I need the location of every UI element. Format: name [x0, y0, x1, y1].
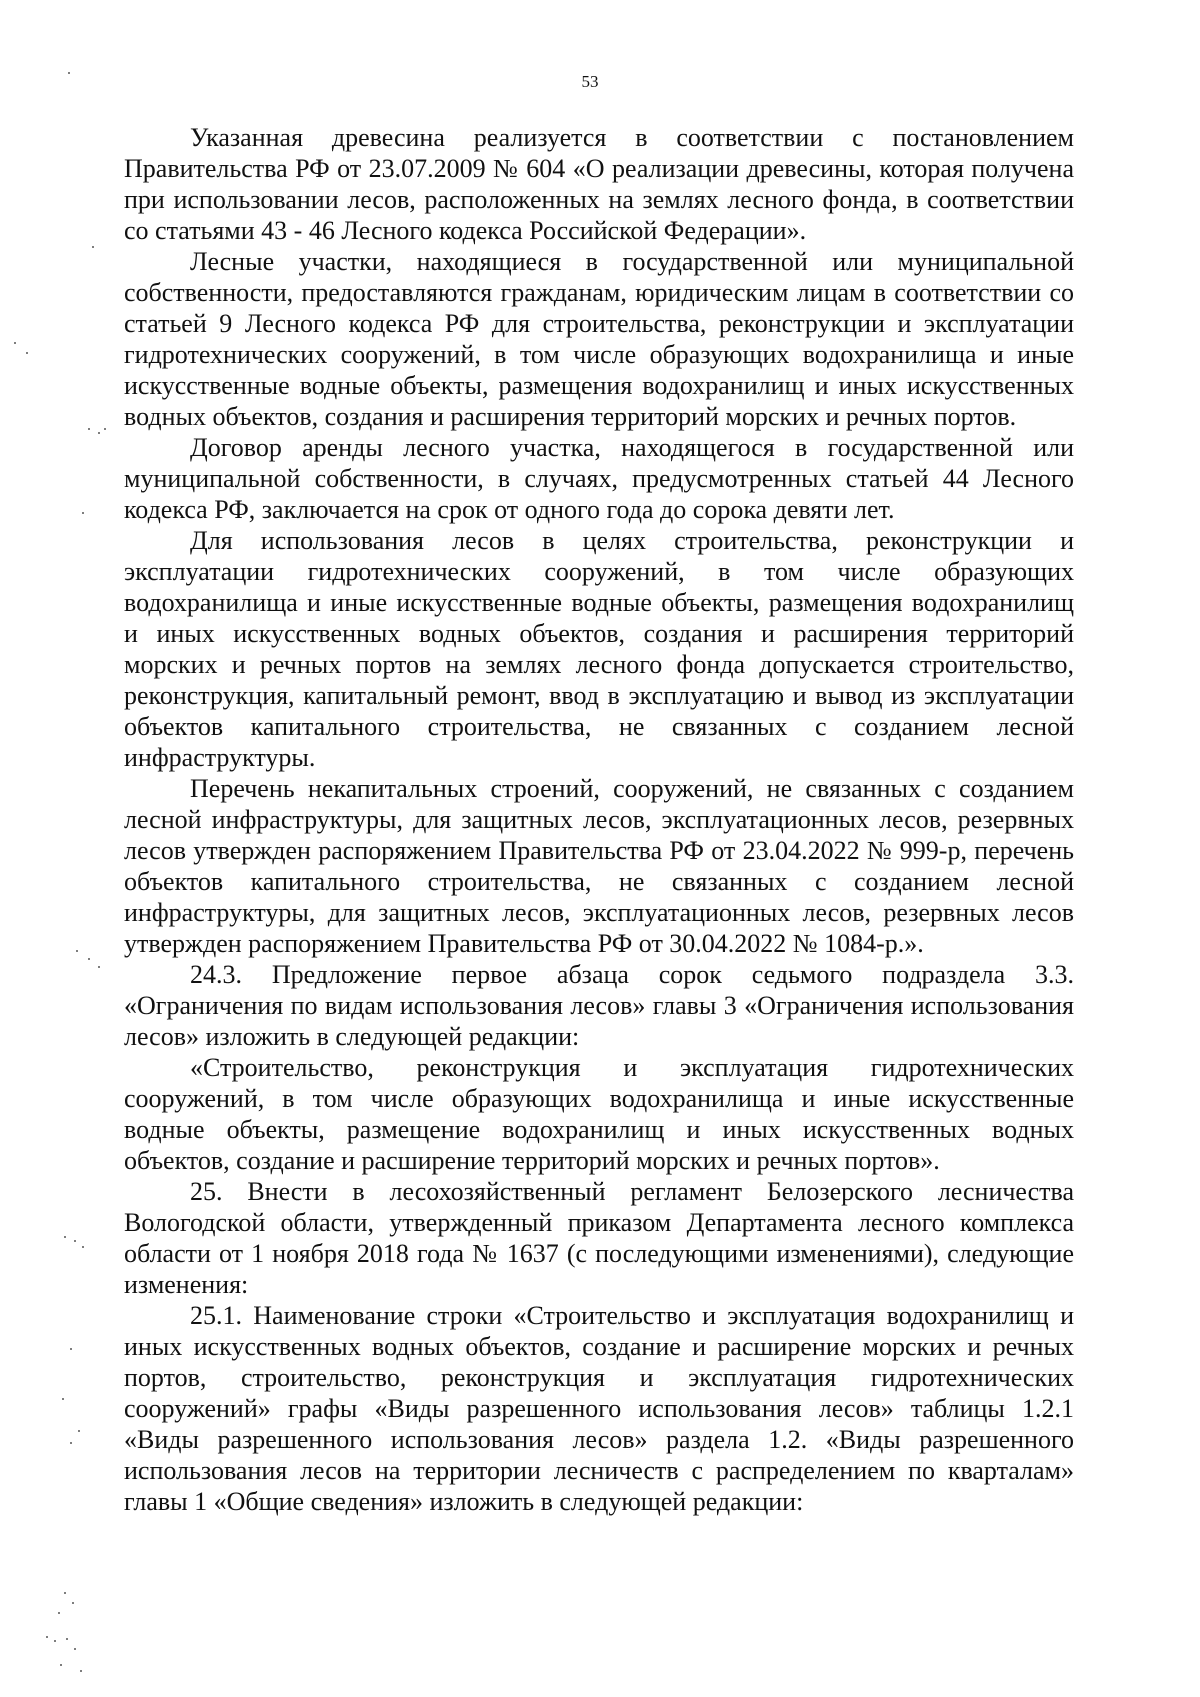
text-line: использования лесов на территории лесничеств с распределением по кварталам»	[124, 1456, 1074, 1485]
text-line: Правительства РФ от 23.07.2009 № 604 «О реализации древесины, которая получена	[124, 154, 1074, 183]
text-line: области от 1 ноября 2018 года № 1637 (с последующими изменениями), следующие	[124, 1239, 1074, 1268]
text-line: иных искусственных водных объектов, создание и расширение морских и речных	[124, 1332, 1074, 1361]
text-line: сооружений» графы «Виды разрешенного использования лесов» таблицы 1.2.1	[124, 1394, 1074, 1423]
text-line: Указанная древесина реализуется в соответствии с постановлением	[190, 123, 1074, 152]
text-line: инфраструктуры.	[124, 743, 316, 772]
scan-artifacts	[0, 0, 120, 1697]
text-line: Вологодской области, утвержденный приказом Департамента лесного комплекса	[124, 1208, 1074, 1237]
text-line: портов, строительство, реконструкция и эксплуатация гидротехнических	[124, 1363, 1074, 1392]
text-line: 25.1. Наименование строки «Строительство и эксплуатация водохранилищ и	[190, 1301, 1074, 1330]
text-line: изменения:	[124, 1270, 249, 1299]
text-line: со статьями 43 - 46 Лесного кодекса Российской Федерации».	[124, 216, 807, 245]
text-line: при использовании лесов, расположенных на землях лесного фонда, в соответствии	[124, 185, 1074, 214]
text-line: объектов капитального строительства, не связанных с созданием лесной	[124, 867, 1074, 896]
text-line: искусственные водные объекты, размещения водохранилищ и иных искусственных	[124, 371, 1074, 400]
text-line: водных объектов, создания и расширения территорий морских и речных портов.	[124, 402, 1017, 431]
text-line: Перечень некапитальных строений, сооружений, не связанных с созданием	[190, 774, 1074, 803]
document-body	[124, 122, 1074, 1517]
text-line: «Виды разрешенного использования лесов» раздела 1.2. «Виды разрешенного	[124, 1425, 1074, 1454]
text-line: «Ограничения по видам использования лесов» главы 3 «Ограничения использования	[124, 991, 1074, 1020]
text-line: главы 1 «Общие сведения» изложить в следующей редакции:	[124, 1487, 804, 1516]
text-line: эксплуатации гидротехнических сооружений, в том числе образующих	[124, 557, 1074, 586]
text-line: объектов капитального строительства, не связанных с созданием лесной	[124, 712, 1074, 741]
text-line: реконструкция, капитальный ремонт, ввод в эксплуатацию и вывод из эксплуатации	[124, 681, 1074, 710]
text-line: сооружений, в том числе образующих водохранилища и иные искусственные	[124, 1084, 1074, 1113]
text-line: кодекса РФ, заключается на срок от одного года до сорока девяти лет.	[124, 495, 895, 524]
text-line: Для использования лесов в целях строительства, реконструкции и	[190, 526, 1074, 555]
text-line: 25. Внести в лесохозяйственный регламент Белозерского лесничества	[190, 1177, 1074, 1206]
text-line: собственности, предоставляются гражданам, юридическим лицам в соответствии со	[124, 278, 1074, 307]
text-line: 24.3. Предложение первое абзаца сорок седьмого подраздела 3.3.	[190, 960, 1074, 989]
text-line: Лесные участки, находящиеся в государственной или муниципальной	[190, 247, 1074, 276]
text-line: статьей 9 Лесного кодекса РФ для строительства, реконструкции и эксплуатации	[124, 309, 1074, 338]
text-line: и иных искусственных водных объектов, создания и расширения территорий	[124, 619, 1074, 648]
text-line: утвержден распоряжением Правительства РФ от 30.04.2022 № 1084-р.».	[124, 929, 924, 958]
text-line: морских и речных портов на землях лесного фонда допускается строительство,	[124, 650, 1074, 679]
text-line: лесов» изложить в следующей редакции:	[124, 1022, 580, 1051]
text-line: «Строительство, реконструкция и эксплуатация гидротехнических	[190, 1053, 1074, 1082]
text-line: муниципальной собственности, в случаях, предусмотренных статьей 44 Лесного	[124, 464, 1074, 493]
text-line: инфраструктуры, для защитных лесов, эксплуатационных лесов, резервных лесов	[124, 898, 1074, 927]
text-line: объектов, создание и расширение территорий морских и речных портов».	[124, 1146, 940, 1175]
text-line: водохранилища и иные искусственные водные объекты, размещения водохранилищ	[124, 588, 1074, 617]
text-line: лесной инфраструктуры, для защитных лесов, эксплуатационных лесов, резервных	[124, 805, 1074, 834]
text-line: Договор аренды лесного участка, находящегося в государственной или	[190, 433, 1074, 462]
text-line: гидротехнических сооружений, в том числе образующих водохранилища и иные	[124, 340, 1074, 369]
page-number: 53	[581, 72, 599, 91]
text-line: лесов утвержден распоряжением Правительства РФ от 23.04.2022 № 999-р, перечень	[124, 836, 1074, 865]
text-line: водные объекты, размещение водохранилищ и иных искусственных водных	[124, 1115, 1074, 1144]
